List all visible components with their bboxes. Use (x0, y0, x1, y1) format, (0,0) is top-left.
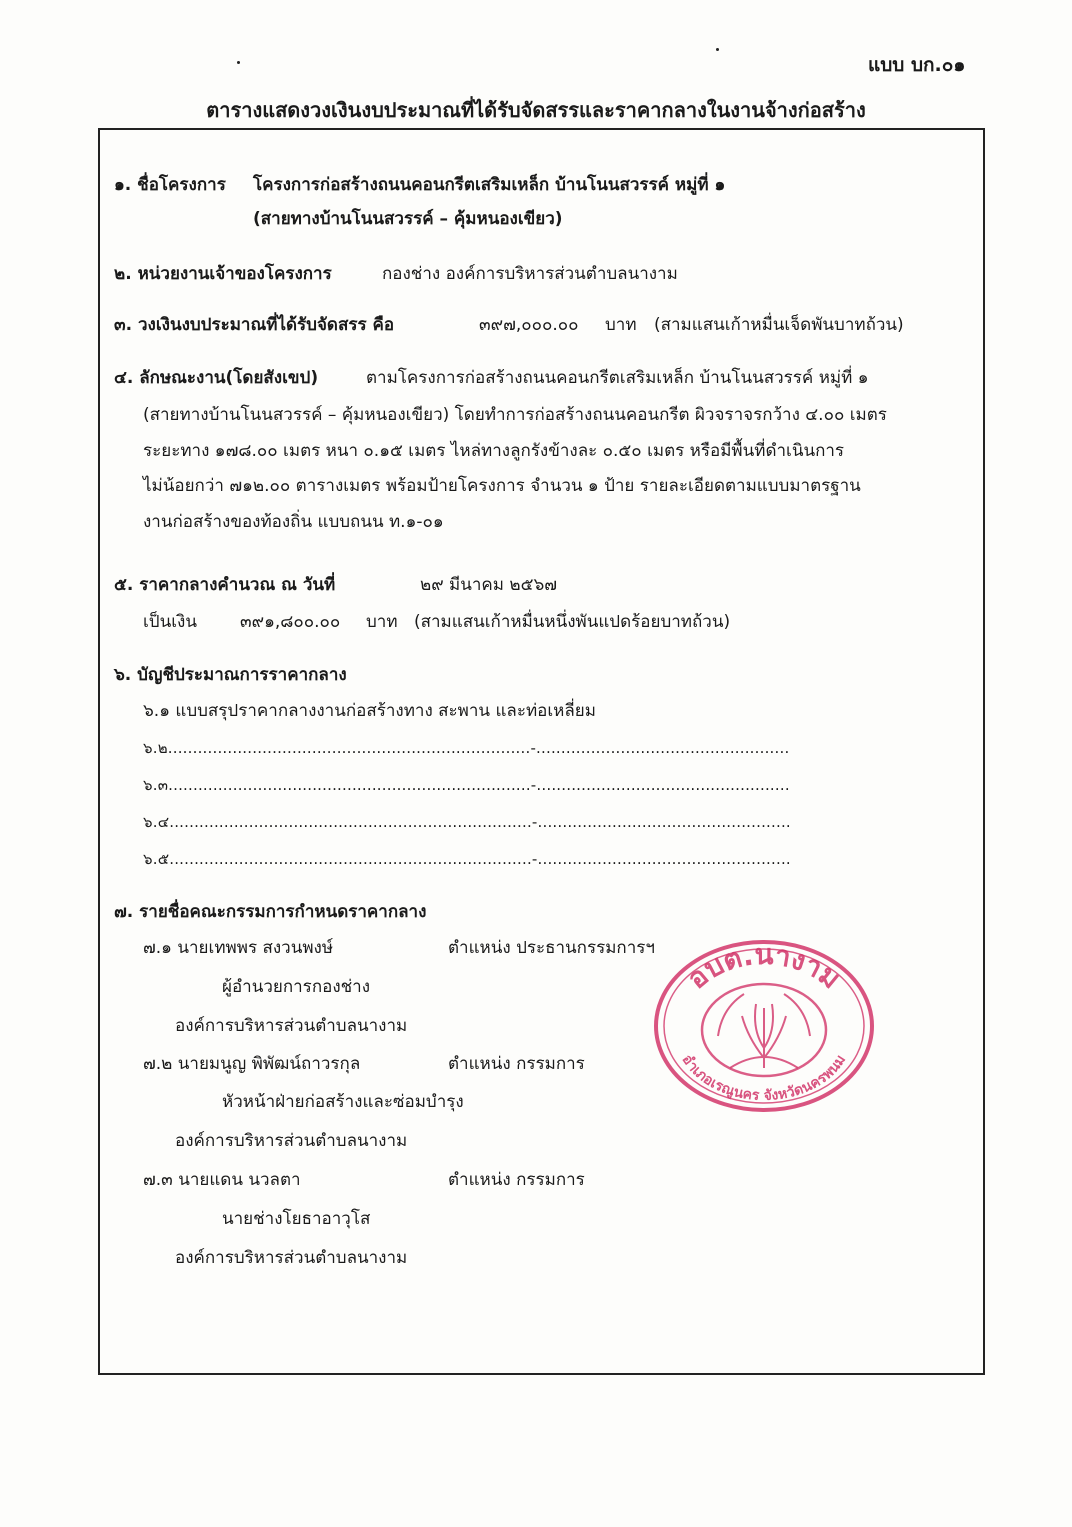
member-position: ตำแหน่ง กรรมการ (448, 1054, 585, 1074)
estimate-item: ๖.๓.........................................................................-................................................... (143, 776, 790, 794)
speck (716, 48, 719, 51)
money-label: เป็นเงิน (143, 612, 197, 632)
member-org: องค์การบริหารส่วนตำบลนางาม (175, 1016, 408, 1036)
work-description-line: (สายทางบ้านโนนสวรรค์ – คุ้มหนองเขียว) โดยทำการก่อสร้างถนนคอนกรีต ผิวจราจรกว้าง ๔.๐๐ เมตร (143, 405, 887, 425)
work-description (143, 398, 931, 540)
member-title: นายช่างโยธาอาวุโส (222, 1209, 371, 1229)
section4-label: ๔. ลักษณะงาน(โดยสังเขป) (114, 368, 319, 388)
median-price-words: (สามแสนเก้าหมื่นหนึ่งพันแปดร้อยบาทถ้วน) (414, 612, 731, 632)
member-title: หัวหน้าฝ่ายก่อสร้างและซ่อมบำรุง (222, 1092, 464, 1112)
median-price: ๓๙๑,๘๐๐.๐๐ (240, 612, 341, 632)
stamp-bottom-text: อำเภอเรณูนคร จังหวัดนครพนม (678, 1051, 850, 1105)
estimate-item: ๖.๔.........................................................................-................................................... (143, 813, 791, 831)
estimate-item: ๖.๕.........................................................................-................................................... (143, 850, 791, 868)
document-title: ตารางแสดงวงเงินงบประมาณที่ได้รับจัดสรรและราคากลางในงานจ้างก่อสร้าง (206, 98, 866, 122)
section7-label: ๗. รายชื่อคณะกรรมการกำหนดราคากลาง (114, 902, 427, 922)
budget-unit: บาท (605, 315, 637, 335)
work-summary-line1: ตามโครงการก่อสร้างถนนคอนกรีตเสริมเหล็ก บ้านโนนสวรรค์ หมู่ที่ ๑ (366, 368, 869, 388)
work-description-line: งานก่อสร้างของท้องถิ่น แบบถนน ท.๑-๐๑ (143, 511, 444, 532)
section3-label: ๓. วงเงินงบประมาณที่ได้รับจัดสรร คือ (114, 315, 395, 335)
project-route: (สายทางบ้านโนนสวรรค์ – คุ้มหนองเขียว) (253, 209, 563, 229)
estimate-item: ๖.๑ แบบสรุปราคากลางงานก่อสร้างทาง สะพาน และท่อเหลี่ยม (143, 701, 596, 721)
work-description-line: ไม่น้อยกว่า ๗๑๒.๐๐ ตารางเมตร พร้อมป้ายโครงการ จำนวน ๑ ป้าย รายละเอียดตามแบบมาตรฐาน (143, 476, 861, 496)
member-org: องค์การบริหารส่วนตำบลนางาม (175, 1248, 408, 1268)
official-stamp (652, 938, 876, 1114)
project-owner: กองช่าง องค์การบริหารส่วนตำบลนางาม (382, 264, 678, 284)
stamp-top-text: อบต.นางาม (680, 938, 848, 996)
project-name: โครงการก่อสร้างถนนคอนกรีตเสริมเหล็ก บ้านโนนสวรรค์ หมู่ที่ ๑ (253, 175, 726, 195)
budget-amount: ๓๙๗,๐๐๐.๐๐ (479, 315, 579, 335)
section5-label: ๕. ราคากลางคำนวณ ณ วันที่ (114, 575, 336, 595)
member-position: ตำแหน่ง ประธานกรรมการฯ (448, 938, 655, 958)
member-name: ๗.๒ นายมนูญ พิพัฒน์ถาวรกุล (143, 1054, 361, 1074)
member-org: องค์การบริหารส่วนตำบลนางาม (175, 1131, 408, 1151)
estimate-item: ๖.๒.........................................................................-................................................... (143, 739, 790, 757)
member-title: ผู้อำนวยการกองช่าง (222, 977, 371, 997)
section1-label: ๑. ชื่อโครงการ (114, 175, 226, 195)
section2-label: ๒. หน่วยงานเจ้าของโครงการ (114, 264, 332, 284)
budget-words: (สามแสนเก้าหมื่นเจ็ดพันบาทถ้วน) (654, 315, 904, 335)
member-name: ๗.๑ นายเทพพร สงวนพงษ์ (143, 938, 334, 958)
member-position: ตำแหน่ง กรรมการ (448, 1170, 585, 1190)
work-description-line: ระยะทาง ๑๗๘.๐๐ เมตร หนา ๐.๑๕ เมตร ไหล่ทางลูกรังข้างละ ๐.๕๐ เมตร หรือมีพื้นที่ดำเนินการ (143, 440, 845, 461)
form-code: แบบ บก.๐๑ (868, 54, 966, 76)
section6-label: ๖. บัญชีประมาณการราคากลาง (114, 665, 347, 685)
member-name: ๗.๓ นายแดน นวลตา (143, 1170, 301, 1190)
svg-text:อบต.นางาม (681, 938, 847, 995)
calc-date: ๒๙ มีนาคม ๒๕๖๗ (420, 575, 558, 595)
speck (237, 61, 240, 64)
rice-plant-emblem (718, 994, 810, 1068)
median-price-unit: บาท (366, 612, 398, 632)
